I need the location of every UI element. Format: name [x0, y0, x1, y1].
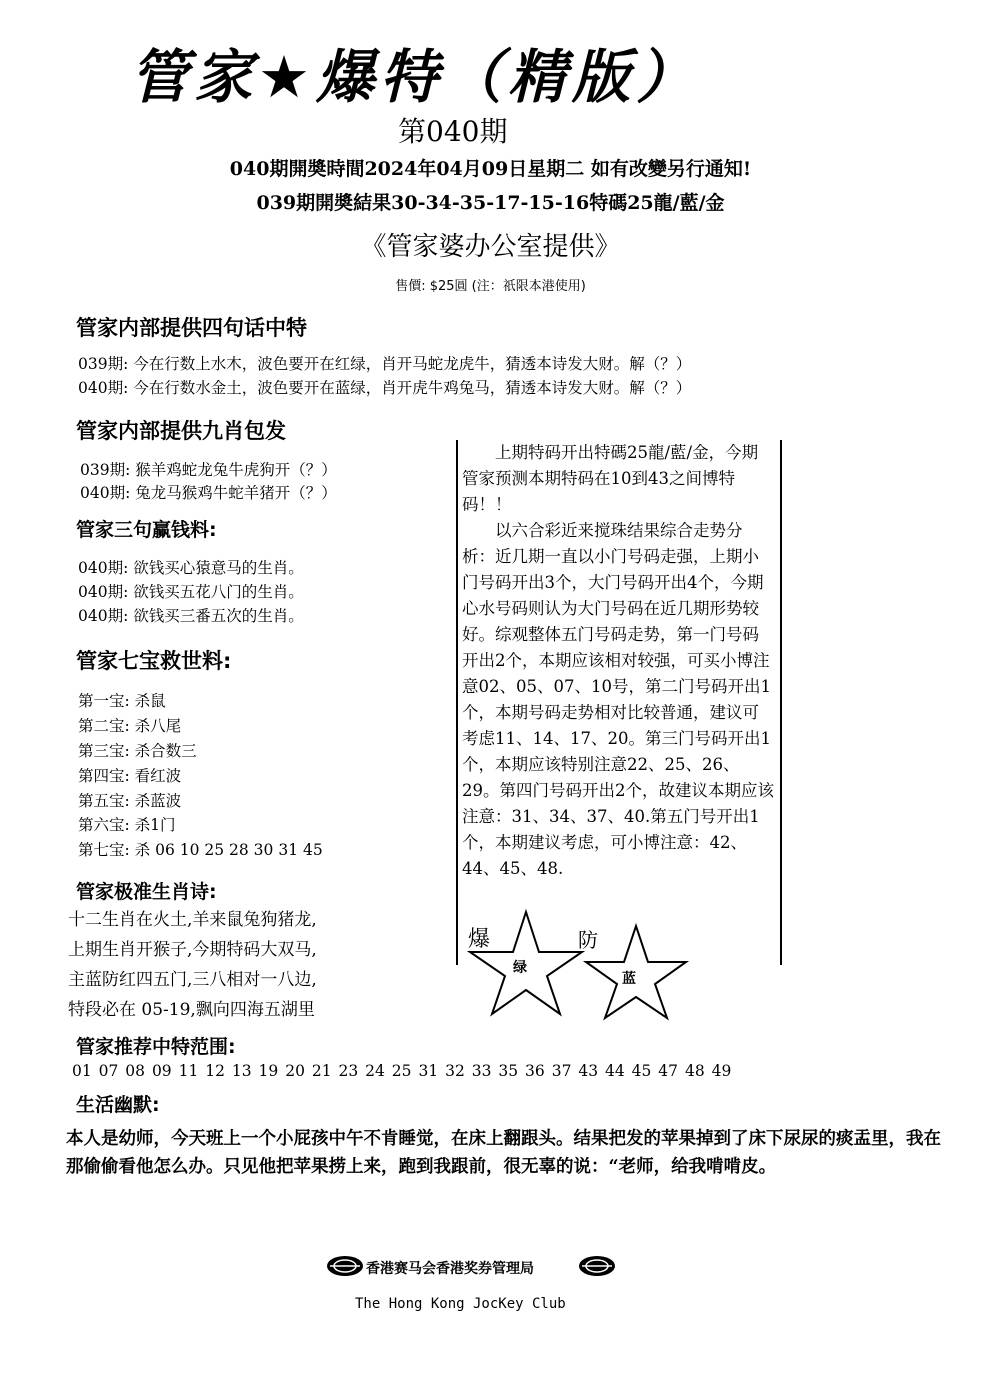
range-numbers: 01 07 08 09 11 12 13 19 20 21 23 24 25 31 32 33 35 36 37 43 44 45 47 48 49: [72, 1062, 732, 1080]
three-lines-row: 040期: 欲钱买心猿意马的生肖。: [78, 559, 304, 577]
nine-zodiac-heading: 管家内部提供九肖包发: [76, 419, 286, 443]
boom-color: 绿: [513, 960, 527, 976]
treasure-row: 第六宝: 杀1门: [78, 816, 176, 834]
treasure-row: 第一宝: 杀鼠: [78, 692, 166, 710]
analysis-paragraph: 上期特码开出特碼25龍/藍/金，今期管家预测本期特码在10到43之间博特码！！: [462, 443, 759, 514]
footer-org: 香港赛马会香港奖券管理局: [366, 1261, 534, 1277]
price-line: 售價: $25圓 (注：祇限本港使用): [395, 279, 586, 294]
poem-line: 主蓝防红四五门,三八相对一八边,: [68, 970, 317, 990]
treasure-row: 第五宝: 杀蓝波: [78, 792, 182, 810]
jockey-club-logo-icon: [326, 1255, 364, 1277]
provider-line: 《管家婆办公室提供》: [360, 232, 621, 262]
treasure-row: 第二宝: 杀八尾: [78, 717, 182, 735]
poem-heading: 管家极准生肖诗:: [76, 881, 217, 903]
treasure-row: 第七宝: 杀 06 10 25 28 30 31 45: [78, 841, 323, 859]
poem-line: 特段必在 05-19,飘向四海五湖里: [68, 1000, 315, 1020]
guard-color: 蓝: [622, 971, 636, 987]
four-lines-row: 040期: 今在行数水金土，波色要开在蓝绿，肖开虎牛鸡兔马，猜透本诗发大财。解（？）: [78, 379, 692, 397]
three-lines-row: 040期: 欲钱买三番五次的生肖。: [78, 607, 304, 625]
draw-time: 040期開奬時間2024年04月09日星期二 如有改變另行通知!: [229, 158, 752, 180]
page-title: 管家★爆特（精版）: [130, 43, 700, 111]
humor-heading: 生活幽默:: [76, 1094, 160, 1116]
range-heading: 管家推荐中特范围:: [76, 1036, 236, 1058]
issue-number: 第040期: [398, 115, 508, 148]
treasure-row: 第三宝: 杀合数三: [78, 742, 197, 760]
three-lines-row: 040期: 欲钱买五花八门的生肖。: [78, 583, 304, 601]
nine-zodiac-row: 040期: 兔龙马猴鸡牛蛇羊猪开（？）: [80, 484, 337, 502]
boom-label: 爆: [468, 927, 491, 952]
poem-line: 十二生肖在火土,羊来鼠兔狗猪龙,: [68, 910, 317, 930]
four-lines-row: 039期: 今在行数上水木，波色要开在红绿，肖开马蛇龙虎牛，猜透本诗发大财。解（？）: [78, 355, 692, 373]
four-lines-heading: 管家内部提供四句话中特: [76, 316, 307, 340]
three-lines-heading: 管家三句赢钱料:: [76, 519, 217, 541]
seven-treasures-heading: 管家七宝救世料:: [76, 649, 232, 673]
analysis-text: [462, 440, 774, 882]
last-result: 039期開奬結果30-34-35-17-15-16特碼25龍/藍/金: [256, 192, 725, 214]
analysis-paragraph: 以六合彩近来搅珠结果综合走势分析：近几期一直以小门号码走强，上期小门号码开出3个，大门号码开出4个，今期心水号码则认为大门号码在近几期形势较好。综观整体五门号码走势，第一门号码开出2个，本期应该相对较强，可买小博注意02、05、07、10号，第二门号码开出1个，本期号码走势相对比较普通，建议可考虑11、14、17、20。第三门号码开出1个，本期应该特别注意22、25、26、29。第四门号码开出2个，故建议本期应该注意：31、34、37、40.第五门号开出1个，本期建议考虑，可小博注意：42、44、45、48.: [462, 521, 774, 878]
humor-text: 本人是幼师，今天班上一个小屁孩中午不肯睡觉，在床上翻跟头。结果把发的苹果掉到了床下尿尿的痰盂里，我在那偷偷看他怎么办。只见他把苹果捞上来，跑到我跟前，很无辜的说：“老师，给我啃啃皮。: [66, 1129, 941, 1177]
guard-star-icon: [582, 922, 690, 1022]
guard-label: 防: [578, 928, 598, 952]
nine-zodiac-row: 039期: 猴羊鸡蛇龙兔牛虎狗开（？）: [80, 461, 337, 479]
footer-club: The Hong Kong JocKey Club: [355, 1296, 566, 1312]
poem-line: 上期生肖开猴子,今期特码大双马,: [68, 940, 317, 960]
treasure-row: 第四宝: 看红波: [78, 767, 182, 785]
jockey-club-logo-icon: [578, 1255, 616, 1277]
